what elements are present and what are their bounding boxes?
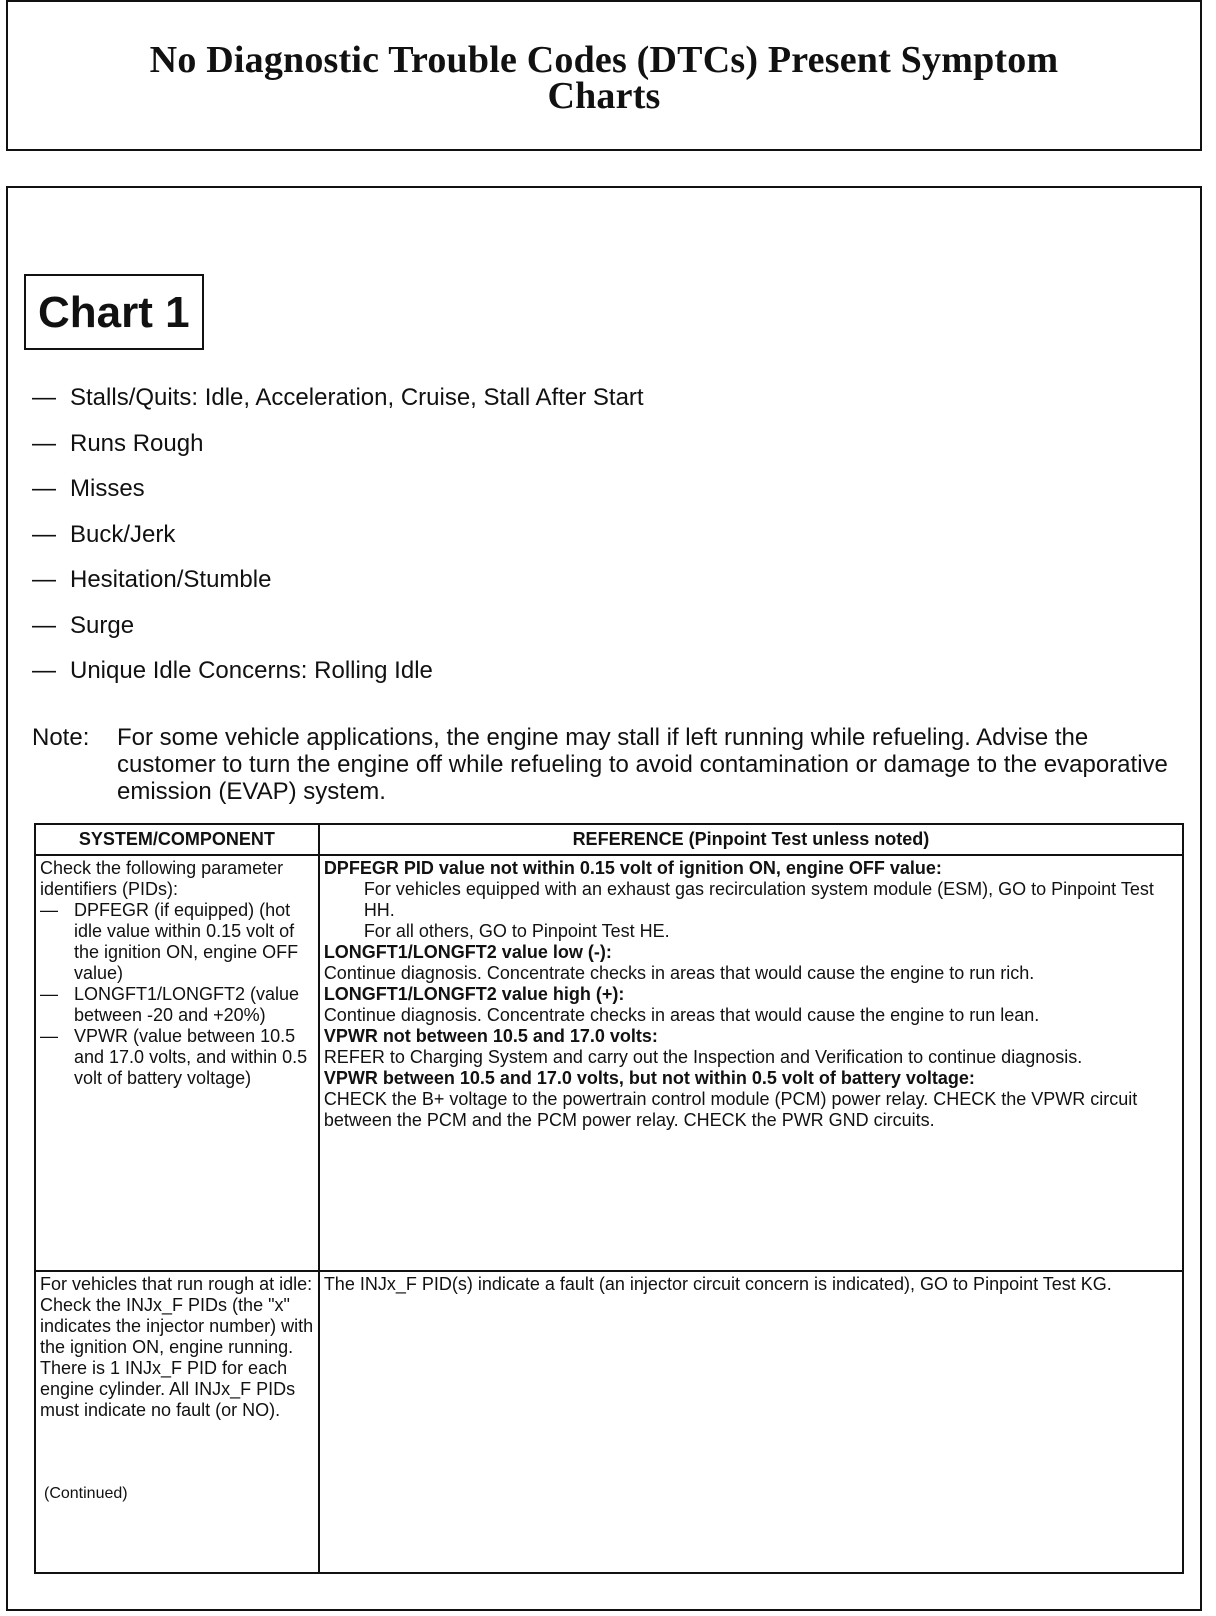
chart-section xyxy=(6,186,1202,1611)
condition-action: For vehicles equipped with an exhaust gas recirculation system module (ESM), GO to Pinpoint Test HH. xyxy=(363,879,1154,920)
condition-heading: LONGFT1/LONGFT2 value high (+): xyxy=(323,984,625,1004)
condition-heading: DPFEGR PID value not within 0.15 volt of ignition ON, engine OFF value: xyxy=(323,858,942,878)
condition-heading: VPWR not between 10.5 and 17.0 volts: xyxy=(323,1026,658,1046)
note-text: For some vehicle applications, the engine may stall if left running while refueling. Advise the customer to turn the engine off while refueling to avoid contamination or damage to the evaporative emission (EVAP) system. xyxy=(117,724,1168,805)
system-cell xyxy=(35,855,319,1271)
table-row xyxy=(35,855,1183,1271)
condition-action: REFER to Charging System and carry out the Inspection and Verification to continue diagnosis. xyxy=(323,1047,1083,1067)
symptom-item: — Runs Rough xyxy=(32,429,204,457)
symptom-item: — Unique Idle Concerns: Rolling Idle xyxy=(32,657,433,684)
page-title xyxy=(8,39,1200,117)
pid-item: — DPFEGR (if equipped) (hot idle value within 0.15 volt of the ignition ON, engine OFF value) xyxy=(40,900,299,983)
condition-heading: LONGFT1/LONGFT2 value low (-): xyxy=(323,942,612,962)
note xyxy=(32,724,1182,805)
symptom-item: — Buck/Jerk xyxy=(32,520,176,548)
condition-action: Continue diagnosis. Concentrate checks in areas that would cause the engine to run lean. xyxy=(323,1005,1040,1025)
reference-cell: The INJx_F PID(s) indicate a fault (an injector circuit concern is indicated), GO to Pinpoint Test KG. xyxy=(319,1271,1183,1573)
continued-label: (Continued) xyxy=(44,1485,128,1502)
pid-item: — VPWR (value between 10.5 and 17.0 volts, and within 0.5 volt of battery voltage) xyxy=(40,1026,308,1088)
note-label: Note: xyxy=(32,724,90,751)
title-line-1: No Diagnostic Trouble Codes (DTCs) Present Symptom xyxy=(149,39,1059,81)
reference-table xyxy=(34,823,1184,1574)
condition-action: For all others, GO to Pinpoint Test HE. xyxy=(363,921,670,941)
symptom-item: — Stalls/Quits: Idle, Acceleration, Cruise, Stall After Start xyxy=(32,384,644,411)
symptom-list xyxy=(32,384,644,703)
pid-item: — LONGFT1/LONGFT2 (value between -20 and +20%) xyxy=(40,984,300,1025)
column-header-reference: REFERENCE (Pinpoint Test unless noted) xyxy=(319,824,1183,855)
condition-action: Continue diagnosis. Concentrate checks in areas that would cause the engine to run rich. xyxy=(323,963,1035,983)
title-line-2: Charts xyxy=(547,75,661,117)
column-header-system: SYSTEM/COMPONENT xyxy=(35,824,319,855)
symptom-item: — Hesitation/Stumble xyxy=(32,566,272,593)
chart-label: Chart 1 xyxy=(24,274,204,350)
reference-cell xyxy=(319,855,1183,1271)
condition-action: CHECK the B+ voltage to the powertrain control module (PCM) power relay. CHECK the VPWR circuit between the PCM and the PCM power relay. CHECK the PWR GND circuits. xyxy=(323,1089,1138,1130)
table-row xyxy=(35,1271,1183,1573)
symptom-item: — Surge xyxy=(32,611,135,639)
system-cell: For vehicles that run rough at idle: Check the INJx_F PIDs (the "x" indicates the injector number) with the ignition ON, engine running. There is 1 INJx_F PID for each engine cylinder. All INJx_F PIDs must indicate no fault (or NO). xyxy=(35,1271,319,1573)
pid-intro: Check the following parameter identifiers (PIDs): xyxy=(40,858,284,899)
symptom-item: — Misses xyxy=(32,475,145,502)
title-box xyxy=(6,0,1202,151)
table-header-row xyxy=(35,824,1183,855)
condition-heading: VPWR between 10.5 and 17.0 volts, but not within 0.5 volt of battery voltage: xyxy=(323,1068,975,1088)
